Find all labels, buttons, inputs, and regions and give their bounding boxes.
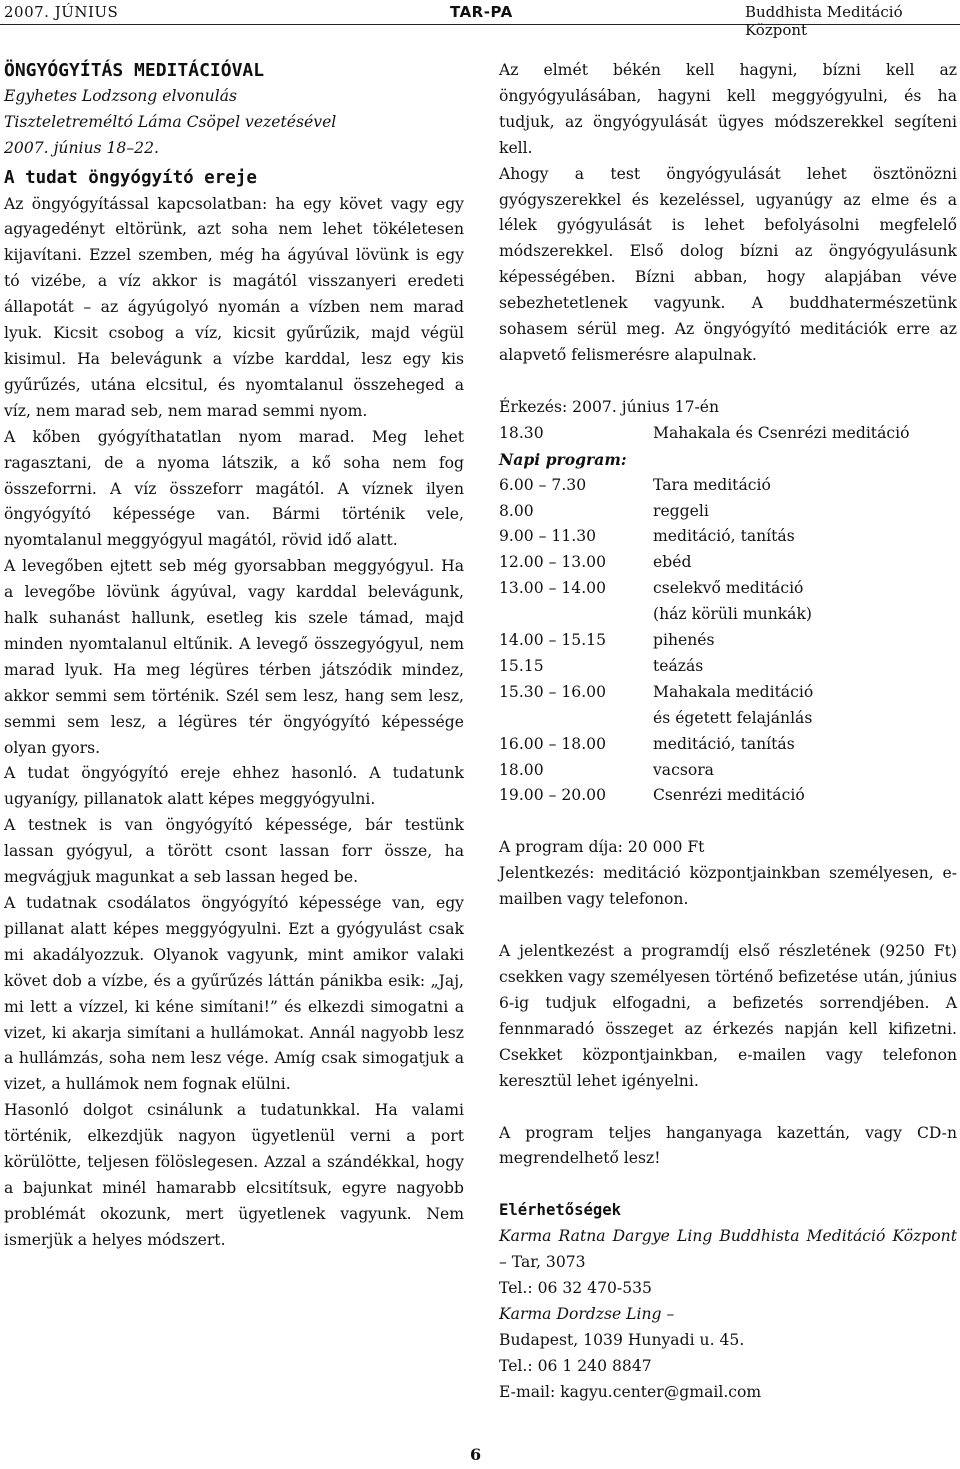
contact-1 — [499, 1224, 957, 1276]
schedule-activity: reggeli — [653, 501, 709, 520]
schedule-time: 6.00 – 7.30 — [499, 475, 587, 494]
retreat-subtitle: Egyhetes Lodzsong elvonulás — [4, 86, 238, 105]
section-heading: A tudat öngyógyító ereje — [4, 167, 257, 188]
paragraph: Hasonló dolgot csinálunk a tudatunkkal. Ha valami történik, elkezdjük nagyon ügyetlenül verni a port körülötte, teljesen fölöslegesen. Azzal a szándékkal, hogy a bajunkat minél hamarabb elcsitítsuk, egyre nagyobb problémát okozunk, mert ügyetlenek vagyunk. Nem ismerjük a helyes módszert. — [4, 1101, 464, 1249]
page-number: 6 — [470, 1445, 482, 1464]
paragraph: Az elmét békén kell hagyni, bízni kell az öngyógyulásában, hagyni kell meggyógyulni, és ha tudjuk, az öngyógyulását ügyes módszerekkel segíteni kell. — [499, 61, 957, 157]
left-column — [4, 58, 464, 1254]
schedule-activity: és égetett felajánlás — [653, 708, 813, 727]
schedule-time: 12.00 – 13.00 — [499, 553, 606, 572]
schedule-list — [499, 473, 957, 810]
arrival-row — [499, 421, 957, 447]
arrival-line: Érkezés: 2007. június 17-én — [499, 397, 720, 416]
schedule-activity: Mahakala és Csenrézi meditáció — [653, 423, 910, 442]
schedule-time: 18.30 — [499, 423, 544, 442]
contact-1-name: Karma Ratna Dargye Ling Buddhista Meditáció Központ — [499, 1227, 957, 1246]
schedule-row — [499, 680, 957, 706]
schedule-time: 15.15 — [499, 656, 544, 675]
schedule-activity: meditáció, tanítás — [653, 734, 795, 753]
schedule-activity: Csenrézi meditáció — [653, 786, 805, 805]
schedule-activity: Tara meditáció — [653, 475, 771, 494]
schedule-time: 8.00 — [499, 501, 534, 520]
contact-1-phone: Tel.: 06 32 470-535 — [499, 1279, 652, 1298]
schedule-activity: teázás — [653, 656, 704, 675]
contact-2-address: Budapest, 1039 Hunyadi u. 45. — [499, 1330, 745, 1349]
schedule-activity: ebéd — [653, 553, 692, 572]
schedule-activity: vacsora — [653, 760, 714, 779]
paragraph: A tudatnak csodálatos öngyógyító képessége van, egy pillanat alatt képes meggyógyulni. Ezt a gyógyulást csak mi akadályozzuk. Olyanok vagyunk, mint amikor valaki követ dob a vízbe, és a gyűrűzés láttán pánikba esik: „Jaj, mi lett a vízzel, ki kéne simítani!” és elkezdi simogatni a vizet, ki akarja simítani a hullámokat. Annál nagyobb lesz a hullámzás, soha nem lesz vége. Amíg csak simogatjuk a vizet, a hullámok nem fognak elülni. — [4, 894, 464, 1094]
schedule-time: 19.00 – 20.00 — [499, 786, 606, 805]
schedule-row — [499, 628, 957, 654]
schedule-row — [499, 576, 957, 602]
page-header — [0, 0, 960, 39]
retreat-dates: 2007. június 18–22. — [4, 138, 159, 157]
header-organization: Buddhista Meditáció Központ — [745, 3, 903, 39]
paragraph: A tudat öngyógyító ereje ehhez hasonló. A tudatunk ugyanígy, pillanatok alatt képes meggyógyulni. — [4, 764, 464, 809]
program-fee: A program díja: 20 000 Ft — [499, 838, 705, 857]
schedule-activity: pihenés — [653, 631, 715, 650]
header-publication: TAR-PA — [450, 3, 513, 21]
schedule-activity: Mahakala meditáció — [653, 682, 814, 701]
schedule-row — [499, 732, 957, 758]
right-column — [499, 58, 957, 1406]
schedule-row — [499, 499, 957, 525]
paragraph: Az öngyógyítással kapcsolatban: ha egy követ vagy egy agyagedényt eltörünk, azt soha nem lehet tökéletesen kijavítani. Ezzel szemben, még ha ágyúval lövünk is egy tó vizébe, a víz akkor is magától visszanyeri eredeti állapotát – az ágyúgolyó nyomán a vízben nem marad lyuk. Kicsit csobog a víz, kicsit gyűrűzik, majd végül kisimul. Ha belevágunk a vízbe karddal, lesz egy kis gyűrűzés, utána elcsitul, és nyomtalanul összeheged a víz, nem marad seb, nem marad semmi nyom. — [4, 194, 464, 420]
schedule-time: 13.00 – 14.00 — [499, 579, 606, 598]
contact-2-name: Karma Dordzse Ling – — [499, 1304, 675, 1323]
header-date: 2007. JÚNIUS — [4, 3, 119, 21]
schedule-time: 18.00 — [499, 760, 544, 779]
schedule-activity: (ház körüli munkák) — [653, 605, 813, 624]
paragraph: A levegőben ejtett seb még gyorsabban meggyógyul. Ha a levegőbe lövünk ágyúval, vagy karddal belevágunk, halk suhanást hallunk, esetleg kis szele támad, majd minden nyomtalanul eltűnik. A levegő összegyógyul, nem marad lyuk. Ha meg légüres térben játszódik mindez, akkor semmi sem történik. Szél sem lesz, hang sem lesz, semmi sem lesz, a légüres tér öngyógyító képessége olyan gyors. — [4, 557, 464, 757]
schedule-row — [499, 783, 957, 809]
contacts-heading: Elérhetőségek — [499, 1201, 622, 1220]
schedule-row — [499, 550, 957, 576]
schedule-activity: meditáció, tanítás — [653, 527, 795, 546]
schedule-time: 14.00 – 15.15 — [499, 631, 606, 650]
article-title: ÖNGYÓGYÍTÁS MEDITÁCIÓVAL — [4, 60, 265, 81]
schedule-time — [499, 706, 653, 732]
schedule-row — [499, 654, 957, 680]
contact-2-phone: Tel.: 06 1 240 8847 — [499, 1356, 652, 1375]
schedule-row — [499, 758, 957, 784]
payment-info: A jelentkezést a programdíj első részletének (9250 Ft) csekken vagy személyesen történő befizetése után, június 6-ig tudjuk elfogadni, a befizetés sorrendjében. A fennmaradó összeget az érkezés napján kell kifizetni. Csekket központjainkban, e-mailen vagy telefonon keresztül lehet igényelni. — [499, 942, 957, 1090]
schedule-activity: cselekvő meditáció — [653, 579, 804, 598]
schedule-time — [499, 602, 653, 628]
cd-info: A program teljes hanganyaga kazettán, vagy CD-n megrendelhető lesz! — [499, 1123, 957, 1168]
schedule-row — [499, 602, 957, 628]
schedule-row — [499, 524, 957, 550]
program-label: Napi program: — [499, 449, 627, 469]
schedule-time: 16.00 – 18.00 — [499, 734, 606, 753]
paragraph: A kőben gyógyíthatatlan nyom marad. Meg lehet ragasztani, de a nyoma látszik, a kő soha nem fog összeforrni. A víz összeforr magától. A víznek ilyen öngyógyító képessége van. Bármi történik vele, nyomtalanul meggyógyul magától, rövid idő alatt. — [4, 427, 464, 550]
paragraph: A testnek is van öngyógyító képessége, bár testünk lassan gyógyul, a törött csont lassan forr össze, ha megvágjuk magunkat a seb lassan heged be. — [4, 816, 464, 887]
retreat-teacher: Tiszteletreméltó Láma Csöpel vezetésével — [4, 112, 337, 131]
registration-info: Jelentkezés: meditáció központjainkban személyesen, e-mailben vagy telefonon. — [499, 864, 957, 909]
schedule-row — [499, 706, 957, 732]
paragraph: Ahogy a test öngyógyulását lehet ösztönözni gyógyszerekkel és kezeléssel, ugyanúgy az elme és a lélek gyógyulását is lehet befolyásolni megfelelő módszerekkel. Első dolog bízni az öngyógyulásunk képességében. Bízni abban, hogy alapjában véve sebezhetetlenek vagyunk. A buddhatermészetünk sohasem sérül meg. Az öngyógyító meditációk erre az alapvető felismerésre alapulnak. — [499, 164, 957, 364]
schedule-time: 9.00 – 11.30 — [499, 527, 597, 546]
schedule-row — [499, 473, 957, 499]
contact-1-location: – Tar, 3073 — [499, 1253, 586, 1272]
schedule-time: 15.30 – 16.00 — [499, 682, 606, 701]
contact-2-email[interactable]: E-mail: kagyu.center@gmail.com — [499, 1382, 762, 1401]
